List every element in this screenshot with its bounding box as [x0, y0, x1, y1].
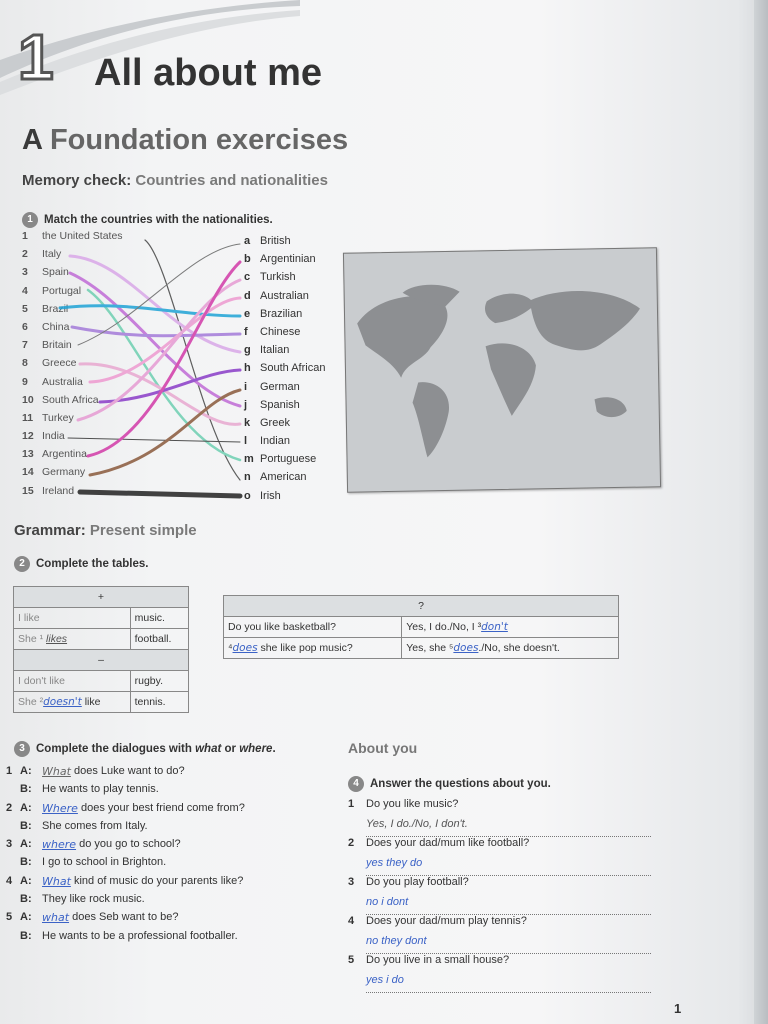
printed-answer: likes — [46, 633, 68, 645]
dialogue-line: 3 A: where do you go to school? — [6, 838, 245, 856]
handwritten-answer[interactable]: does — [232, 642, 258, 654]
dialogue-line: 5 A: what does Seb want to be? — [6, 911, 245, 929]
list-item: 3 Spain — [22, 266, 69, 279]
list-item: b Argentinian — [244, 253, 316, 266]
grammar-topic: Present simple — [89, 522, 197, 539]
section-name: Foundation exercises — [49, 124, 349, 156]
world-map-image — [343, 247, 661, 492]
exercise-number-icon: 3 — [14, 741, 30, 757]
match-line — [70, 256, 240, 352]
list-item: 8 Greece — [22, 357, 77, 370]
dialogue-line: B: He wants to play tennis. — [20, 783, 159, 796]
table-header-question: ? — [224, 596, 619, 617]
dialogue-line: B: She comes from Italy. — [20, 819, 148, 832]
list-item: n American — [244, 471, 307, 484]
answer-line[interactable]: no i dont — [366, 896, 651, 916]
list-item: 15 Ireland — [22, 484, 75, 497]
table-row: She ²doesn't like tennis. — [14, 692, 189, 713]
list-item: 14 Germany — [22, 466, 86, 479]
list-item: 10 South Africa — [22, 393, 99, 406]
list-item: 9 Australia — [22, 375, 83, 388]
list-item: k Greek — [244, 416, 290, 429]
dialogue-line: 1 A: What does Luke want to do? — [6, 765, 245, 783]
affirmative-negative-table — [13, 586, 189, 713]
section-letter: A — [22, 124, 42, 156]
list-item: l Indian — [244, 435, 290, 448]
exercise-1-instruction: Match the countries with the nationalities. — [44, 214, 273, 226]
memory-check-topic: Countries and nationalities — [135, 172, 328, 189]
page-number: 1 — [674, 1001, 682, 1016]
question-table — [223, 595, 619, 659]
dialogue-line: 2 A: Where does your best friend come from? — [6, 802, 245, 820]
handwritten-answer[interactable]: Where — [42, 801, 78, 815]
exercise-2-heading — [14, 556, 148, 572]
table-header-plus: + — [14, 587, 189, 608]
list-item: g Italian — [244, 344, 290, 357]
handwritten-answer[interactable]: don't — [481, 621, 508, 633]
match-line — [80, 492, 240, 496]
list-item: 4 Does your dad/mum play tennis? — [348, 915, 527, 927]
list-item: 2 Italy — [22, 248, 62, 261]
unit-number: 1 — [18, 21, 52, 93]
list-item: 6 China — [22, 320, 70, 333]
list-item: h South African — [244, 362, 326, 375]
list-item: c Turkish — [244, 271, 296, 284]
dialogue-line: B: I go to school in Brighton. — [20, 856, 167, 869]
list-item: 7 Britain — [22, 339, 72, 352]
about-you-questions — [348, 798, 651, 993]
handwritten-answer[interactable]: does — [453, 642, 479, 654]
list-item: 5 Brazil — [22, 302, 69, 315]
list-item: 1 the United States — [22, 230, 123, 242]
list-item: 3 Do you play football? — [348, 876, 469, 888]
exercise-number-icon: 2 — [14, 556, 30, 572]
dialogue-list — [6, 765, 245, 948]
list-item: a British — [244, 235, 291, 247]
answer-line[interactable]: no they dont — [366, 935, 651, 955]
list-item: i German — [244, 380, 300, 393]
exercise-3-heading: 3 Complete the dialogues with what or where. — [14, 741, 276, 757]
handwritten-answer[interactable]: what — [42, 911, 70, 925]
list-item: 12 India — [22, 430, 65, 443]
list-item: o Irish — [244, 489, 281, 502]
answer-line[interactable]: Yes, I do./No, I don't. — [366, 818, 651, 838]
list-item: d Australian — [244, 289, 309, 302]
world-map-icon — [344, 248, 660, 491]
list-item: j Spanish — [244, 398, 300, 411]
list-item: 2 Does your dad/mum like football? — [348, 837, 530, 849]
match-line — [68, 438, 240, 442]
table-row: She ¹ likes football. — [14, 629, 189, 650]
list-item: 4 Portugal — [22, 284, 82, 297]
about-you-heading: About you — [348, 740, 418, 756]
list-item: 13 Argentina — [22, 448, 87, 461]
printed-answer: What — [42, 765, 71, 778]
exercise-2-instruction: Complete the tables. — [36, 558, 149, 570]
dialogue-line: B: He wants to be a professional footballer. — [20, 929, 238, 942]
handwritten-answer[interactable]: where — [42, 838, 77, 852]
table-header-minus: – — [14, 650, 189, 671]
exercise-4-heading — [348, 776, 551, 792]
table-row: Do you like basketball? Yes, I do./No, I ³don't — [224, 617, 619, 638]
match-line — [88, 262, 240, 456]
list-item: m Portuguese — [244, 453, 317, 466]
answer-line[interactable]: yes they do — [366, 857, 651, 877]
list-item: 5 Do you live in a small house? — [348, 954, 510, 966]
list-item: e Brazilian — [244, 307, 303, 320]
list-item: 11 Turkey — [22, 411, 74, 424]
grammar-label: Grammar: — [14, 522, 86, 539]
table-row: ⁴does she like pop music? Yes, she ⁵does./No, she doesn't. — [224, 638, 619, 659]
handwritten-answer[interactable]: doesn't — [43, 696, 82, 708]
dialogue-line: B: They like rock music. — [20, 893, 145, 906]
list-item: f Chinese — [244, 325, 301, 338]
match-line — [72, 327, 240, 336]
answer-line[interactable]: yes i do — [366, 974, 651, 994]
list-item: 1 Do you like music? — [348, 798, 459, 810]
exercise-number-icon: 1 — [22, 212, 38, 228]
memory-check-label: Memory check: — [22, 172, 132, 189]
exercise-number-icon: 4 — [348, 776, 364, 792]
table-row: I don't like rugby. — [14, 671, 189, 692]
grammar-heading — [14, 522, 197, 539]
dialogue-line: 4 A: What kind of music do your parents like? — [6, 875, 245, 893]
table-row: I like music. — [14, 608, 189, 629]
unit-title: All about me — [94, 52, 323, 94]
handwritten-answer[interactable]: What — [42, 874, 71, 888]
exercise-4-instruction: Answer the questions about you. — [370, 778, 551, 790]
